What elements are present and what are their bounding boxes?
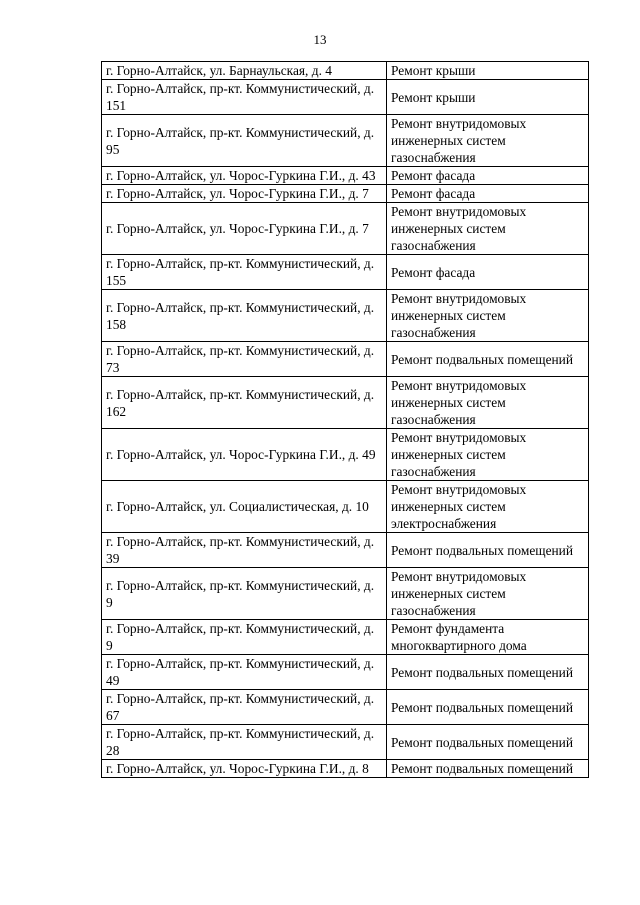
page-number: 13: [313, 32, 327, 47]
table-row: [102, 185, 589, 203]
work-type-cell: Ремонт внутридомовых инженерных систем газоснабжения: [387, 568, 589, 620]
table-row: [102, 255, 589, 290]
address-cell: г. Горно-Алтайск, пр-кт. Коммунистический, д. 9: [102, 568, 387, 620]
work-type-cell: Ремонт фундамента многоквартирного дома: [387, 620, 589, 655]
work-type-cell: Ремонт внутридомовых инженерных систем газоснабжения: [387, 377, 589, 429]
work-type-cell: Ремонт подвальных помещений: [387, 760, 589, 778]
work-type-cell: Ремонт подвальных помещений: [387, 725, 589, 760]
work-type-cell: Ремонт подвальных помещений: [387, 533, 589, 568]
address-cell: г. Горно-Алтайск, ул. Социалистическая, д. 10: [102, 481, 387, 533]
table-row: [102, 80, 589, 115]
work-type-cell: Ремонт крыши: [387, 62, 589, 80]
work-type-cell: Ремонт внутридомовых инженерных систем газоснабжения: [387, 290, 589, 342]
address-cell: г. Горно-Алтайск, пр-кт. Коммунистический, д. 155: [102, 255, 387, 290]
address-cell: г. Горно-Алтайск, пр-кт. Коммунистический, д. 162: [102, 377, 387, 429]
repair-table: [101, 61, 589, 778]
work-type-cell: Ремонт крыши: [387, 80, 589, 115]
address-cell: г. Горно-Алтайск, пр-кт. Коммунистический, д. 9: [102, 620, 387, 655]
address-cell: г. Горно-Алтайск, ул. Чорос-Гуркина Г.И., д. 7: [102, 185, 387, 203]
address-cell: г. Горно-Алтайск, пр-кт. Коммунистический, д. 73: [102, 342, 387, 377]
work-type-cell: Ремонт внутридомовых инженерных систем газоснабжения: [387, 115, 589, 167]
address-cell: г. Горно-Алтайск, пр-кт. Коммунистический, д. 28: [102, 725, 387, 760]
work-type-cell: Ремонт подвальных помещений: [387, 655, 589, 690]
table-row: [102, 620, 589, 655]
address-cell: г. Горно-Алтайск, ул. Чорос-Гуркина Г.И., д. 7: [102, 203, 387, 255]
address-cell: г. Горно-Алтайск, ул. Чорос-Гуркина Г.И., д. 43: [102, 167, 387, 185]
work-type-cell: Ремонт подвальных помещений: [387, 690, 589, 725]
address-cell: г. Горно-Алтайск, пр-кт. Коммунистический, д. 67: [102, 690, 387, 725]
work-type-cell: Ремонт внутридомовых инженерных систем газоснабжения: [387, 203, 589, 255]
table-row: [102, 429, 589, 481]
address-cell: г. Горно-Алтайск, пр-кт. Коммунистический, д. 49: [102, 655, 387, 690]
address-cell: г. Горно-Алтайск, пр-кт. Коммунистический, д. 158: [102, 290, 387, 342]
work-type-cell: Ремонт фасада: [387, 167, 589, 185]
work-type-cell: Ремонт фасада: [387, 185, 589, 203]
table-row: [102, 62, 589, 80]
table-row: [102, 760, 589, 778]
table-row: [102, 655, 589, 690]
table-row: [102, 690, 589, 725]
work-type-cell: Ремонт фасада: [387, 255, 589, 290]
work-type-cell: Ремонт внутридомовых инженерных систем газоснабжения: [387, 429, 589, 481]
address-cell: г. Горно-Алтайск, пр-кт. Коммунистический, д. 95: [102, 115, 387, 167]
table-row: [102, 203, 589, 255]
table-row: [102, 290, 589, 342]
table-row: [102, 115, 589, 167]
table-row: [102, 167, 589, 185]
address-cell: г. Горно-Алтайск, пр-кт. Коммунистический, д. 39: [102, 533, 387, 568]
repair-table-body: [102, 62, 589, 778]
table-row: [102, 481, 589, 533]
work-type-cell: Ремонт подвальных помещений: [387, 342, 589, 377]
table-row: [102, 533, 589, 568]
address-cell: г. Горно-Алтайск, ул. Чорос-Гуркина Г.И., д. 8: [102, 760, 387, 778]
address-cell: г. Горно-Алтайск, пр-кт. Коммунистический, д. 151: [102, 80, 387, 115]
table-row: [102, 377, 589, 429]
table-row: [102, 725, 589, 760]
table-row: [102, 342, 589, 377]
table-row: [102, 568, 589, 620]
address-cell: г. Горно-Алтайск, ул. Чорос-Гуркина Г.И., д. 49: [102, 429, 387, 481]
address-cell: г. Горно-Алтайск, ул. Барнаульская, д. 4: [102, 62, 387, 80]
work-type-cell: Ремонт внутридомовых инженерных систем электроснабжения: [387, 481, 589, 533]
